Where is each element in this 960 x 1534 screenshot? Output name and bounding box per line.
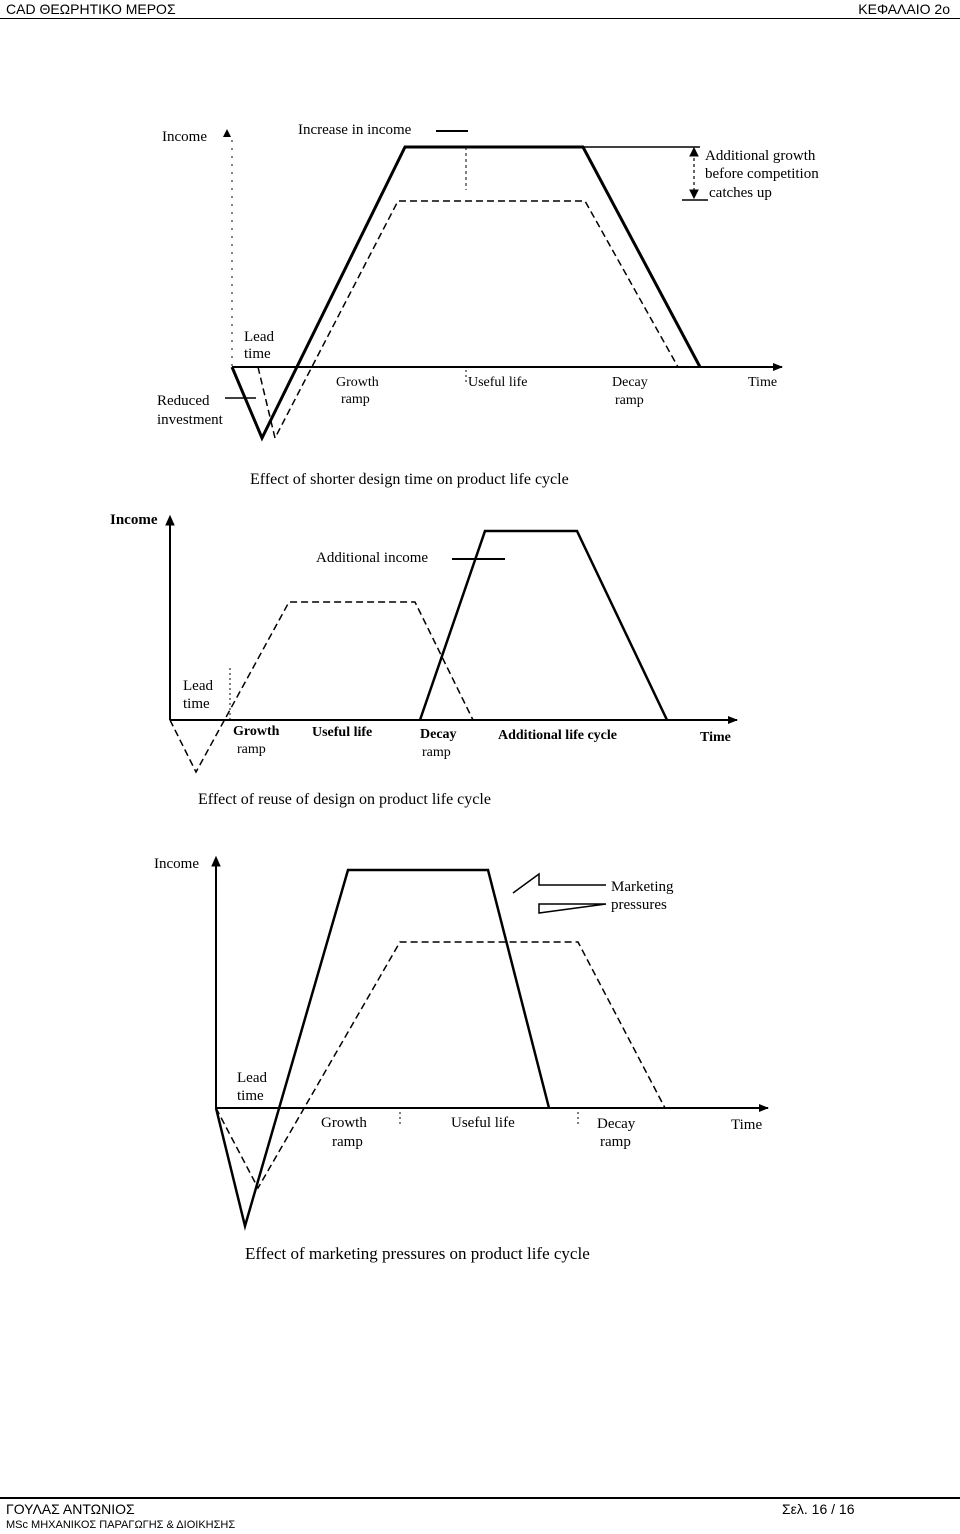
- fig1-y-arrow: [223, 129, 231, 137]
- figure-shorter-design-time: [225, 131, 782, 438]
- fig3-useful-label: Useful life: [451, 1115, 515, 1131]
- fig3-growth-line2: ramp: [332, 1134, 363, 1150]
- fig1-dim-arrow-down: [690, 190, 698, 198]
- fig2-lead-line2: time: [183, 696, 210, 712]
- fig1-lead-line1: Lead: [244, 329, 274, 345]
- fig3-marketing-arrow: [513, 874, 606, 913]
- fig1-growth-line1: Growth: [336, 375, 379, 390]
- fig2-caption: Effect of reuse of design on product life cycle: [198, 791, 491, 808]
- fig2-y-arrow: [166, 516, 174, 525]
- fig3-y-label: Income: [154, 856, 199, 872]
- fig2-y-label: Income: [110, 512, 158, 528]
- footer-program: MSc ΜΗΧΑΝΙΚΟΣ ΠΑΡΑΓΩΓΗΣ & ΔΙΟΙΚΗΣΗΣ: [6, 1519, 236, 1531]
- fig2-growth-line1: Growth: [233, 724, 280, 739]
- fig1-x-label: Time: [748, 375, 778, 390]
- fig3-decay-line2: ramp: [600, 1134, 631, 1150]
- fig3-lead-line2: time: [237, 1088, 264, 1104]
- fig3-marketing-line1: Marketing: [611, 879, 674, 895]
- footer-page-number: Σελ. 16 / 16: [782, 1501, 855, 1517]
- fig3-original-curve: [216, 942, 665, 1188]
- fig1-note-line1: Additional growth: [705, 148, 816, 164]
- fig3-labels: [154, 856, 762, 1263]
- figure-marketing-pressures: [212, 857, 768, 1226]
- footer-rule: [0, 1497, 960, 1499]
- fig3-decay-line1: Decay: [597, 1116, 636, 1132]
- fig3-y-arrow: [212, 857, 220, 866]
- footer-author: ΓΟΥΛΑΣ ΑΝΤΩΝΙΟΣ: [6, 1501, 135, 1517]
- fig1-labels: [157, 122, 819, 488]
- fig3-x-label: Time: [731, 1117, 763, 1133]
- fig1-reduced-line1: Reduced: [157, 393, 210, 409]
- fig1-growth-line2: ramp: [341, 392, 370, 407]
- fig1-caption: Effect of shorter design time on product life cycle: [250, 471, 569, 488]
- fig2-useful-label: Useful life: [312, 725, 373, 740]
- fig1-reduced-line2: investment: [157, 412, 223, 428]
- fig2-additional-income-label: Additional income: [316, 550, 429, 566]
- fig3-lead-line1: Lead: [237, 1070, 267, 1086]
- fig2-x-label: Time: [700, 730, 731, 745]
- fig1-useful-label: Useful life: [468, 375, 528, 390]
- fig1-decay-line1: Decay: [612, 375, 648, 390]
- header-title: CAD ΘΕΩΡΗΤΙΚΟ ΜΕΡΟΣ: [6, 1, 176, 17]
- fig2-additional-cycle-label: Additional life cycle: [498, 728, 617, 743]
- fig2-decay-line2: ramp: [422, 745, 451, 760]
- fig3-pressured-curve: [216, 870, 549, 1226]
- fig1-note-line3: catches up: [709, 185, 772, 201]
- fig1-y-label: Income: [162, 129, 207, 145]
- fig3-marketing-line2: pressures: [611, 897, 667, 913]
- header-chapter: ΚΕΦΑΛΑΙΟ 2ο: [858, 1, 950, 17]
- fig1-increase-label: Increase in income: [298, 122, 412, 138]
- fig1-decay-line2: ramp: [615, 393, 644, 408]
- fig1-lead-line2: time: [244, 346, 271, 362]
- fig3-caption: Effect of marketing pressures on product life cycle: [245, 1244, 590, 1263]
- fig1-note-line2: before competition: [705, 166, 819, 182]
- fig2-lead-line1: Lead: [183, 678, 213, 694]
- fig3-growth-line1: Growth: [321, 1115, 367, 1131]
- fig1-dim-arrow-up: [690, 148, 698, 156]
- fig2-growth-line2: ramp: [237, 742, 266, 757]
- fig2-decay-line1: Decay: [420, 727, 457, 742]
